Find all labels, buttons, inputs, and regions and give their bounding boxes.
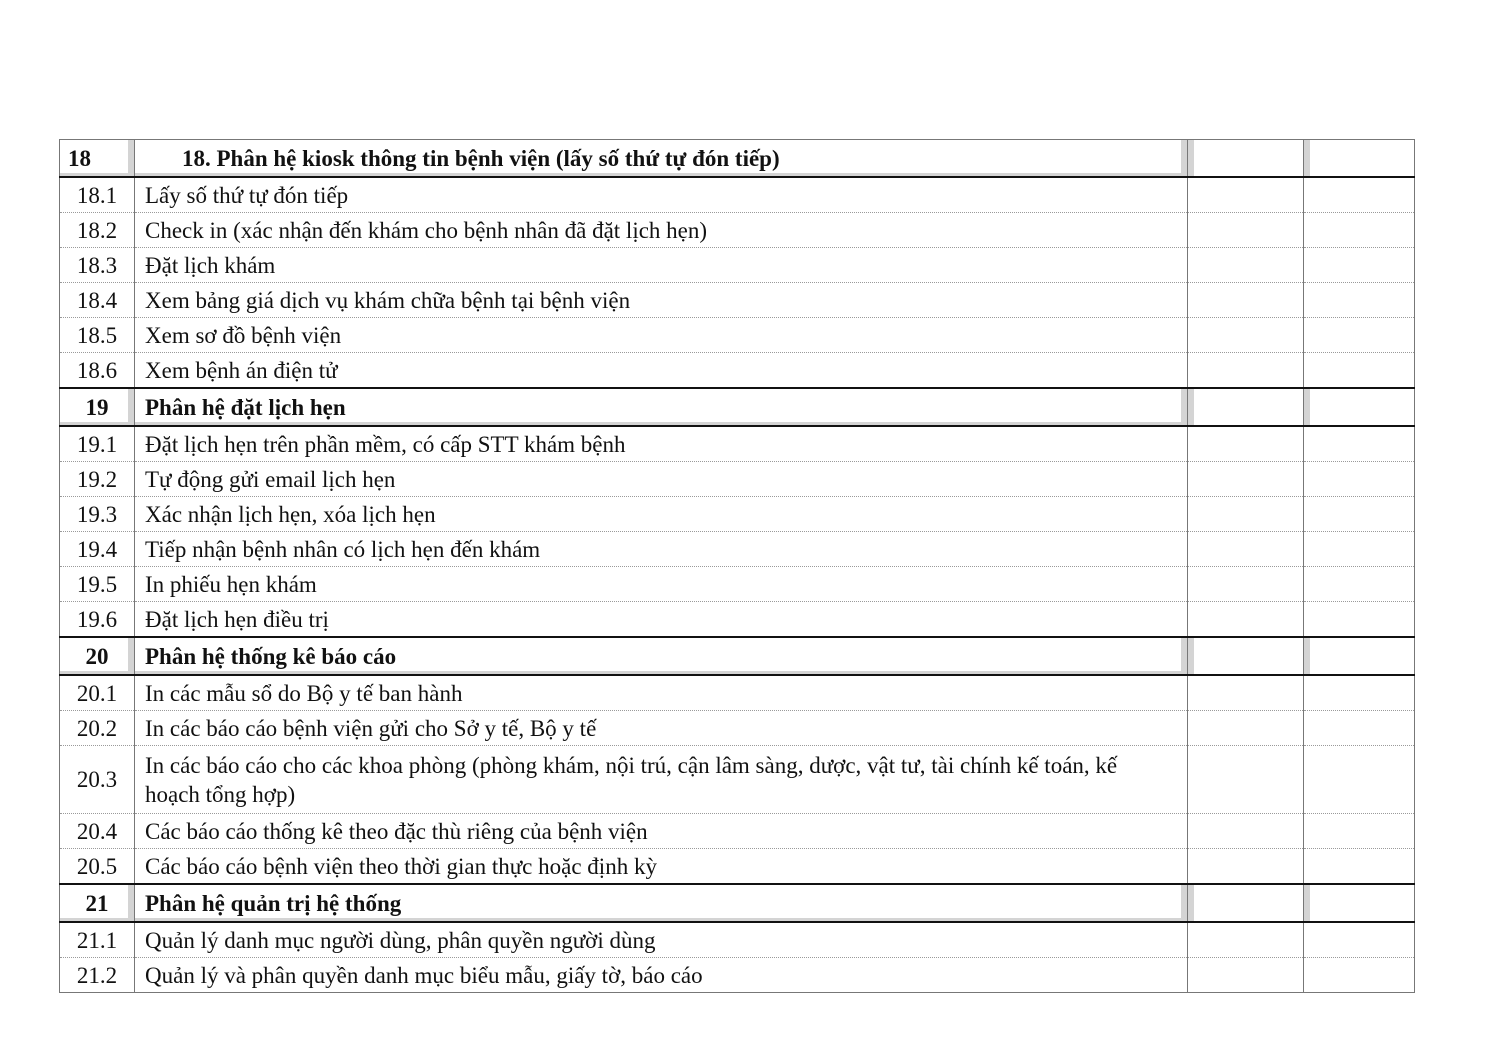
empty-cell bbox=[1304, 958, 1415, 993]
table-row bbox=[60, 675, 1415, 711]
requirements-table bbox=[59, 139, 1415, 993]
item-number: 19.4 bbox=[60, 532, 135, 567]
item-number: 18.3 bbox=[60, 248, 135, 283]
table-row bbox=[60, 353, 1415, 389]
item-text: Check in (xác nhận đến khám cho bệnh nhân đã đặt lịch hẹn) bbox=[135, 213, 1188, 248]
empty-cell bbox=[1304, 248, 1415, 283]
table-row bbox=[60, 497, 1415, 532]
empty-cell bbox=[1188, 426, 1304, 462]
empty-cell bbox=[1188, 746, 1304, 814]
empty-cell bbox=[1304, 711, 1415, 746]
empty-cell bbox=[1188, 884, 1304, 922]
table-row bbox=[60, 532, 1415, 567]
empty-cell bbox=[1188, 177, 1304, 213]
item-number: 18.5 bbox=[60, 318, 135, 353]
empty-cell bbox=[1304, 602, 1415, 638]
empty-cell bbox=[1188, 958, 1304, 993]
item-number: 18.4 bbox=[60, 283, 135, 318]
empty-cell bbox=[1304, 462, 1415, 497]
item-text: Tiếp nhận bệnh nhân có lịch hẹn đến khám bbox=[135, 532, 1188, 567]
empty-cell bbox=[1304, 353, 1415, 389]
item-text: In các mẫu sổ do Bộ y tế ban hành bbox=[135, 675, 1188, 711]
item-number: 19.1 bbox=[60, 426, 135, 462]
table-row bbox=[60, 746, 1415, 814]
item-text: In phiếu hẹn khám bbox=[135, 567, 1188, 602]
section-number: 20 bbox=[60, 637, 135, 675]
item-number: 20.1 bbox=[60, 675, 135, 711]
section-row bbox=[60, 884, 1415, 922]
empty-cell bbox=[1188, 814, 1304, 849]
empty-cell bbox=[1304, 532, 1415, 567]
item-number: 21.1 bbox=[60, 922, 135, 958]
empty-cell bbox=[1304, 388, 1415, 426]
table-row bbox=[60, 958, 1415, 993]
item-text: Xem bảng giá dịch vụ khám chữa bệnh tại bệnh viện bbox=[135, 283, 1188, 318]
empty-cell bbox=[1304, 177, 1415, 213]
item-number: 19.2 bbox=[60, 462, 135, 497]
item-text: Đặt lịch khám bbox=[135, 248, 1188, 283]
table-row bbox=[60, 283, 1415, 318]
table-row bbox=[60, 318, 1415, 353]
item-text: Quản lý và phân quyền danh mục biểu mẫu, giấy tờ, báo cáo bbox=[135, 958, 1188, 993]
section-row bbox=[60, 388, 1415, 426]
table-row bbox=[60, 849, 1415, 885]
table-row bbox=[60, 711, 1415, 746]
empty-cell bbox=[1188, 283, 1304, 318]
empty-cell bbox=[1304, 567, 1415, 602]
item-text: In các báo cáo bệnh viện gửi cho Sở y tế, Bộ y tế bbox=[135, 711, 1188, 746]
empty-cell bbox=[1304, 213, 1415, 248]
section-row bbox=[60, 140, 1415, 178]
empty-cell bbox=[1188, 532, 1304, 567]
empty-cell bbox=[1188, 213, 1304, 248]
table-row bbox=[60, 922, 1415, 958]
item-text: Đặt lịch hẹn điều trị bbox=[135, 602, 1188, 638]
table-row bbox=[60, 567, 1415, 602]
empty-cell bbox=[1188, 849, 1304, 885]
table-row bbox=[60, 426, 1415, 462]
empty-cell bbox=[1188, 711, 1304, 746]
item-number: 20.2 bbox=[60, 711, 135, 746]
item-number: 20.3 bbox=[60, 746, 135, 814]
table-row bbox=[60, 177, 1415, 213]
item-text: Các báo cáo thống kê theo đặc thù riêng của bệnh viện bbox=[135, 814, 1188, 849]
empty-cell bbox=[1304, 140, 1415, 178]
item-number: 21.2 bbox=[60, 958, 135, 993]
empty-cell bbox=[1304, 426, 1415, 462]
empty-cell bbox=[1188, 922, 1304, 958]
item-text: Đặt lịch hẹn trên phần mềm, có cấp STT khám bệnh bbox=[135, 426, 1188, 462]
item-text: Xem bệnh án điện tử bbox=[135, 353, 1188, 389]
empty-cell bbox=[1304, 497, 1415, 532]
item-text: Các báo cáo bệnh viện theo thời gian thực hoặc định kỳ bbox=[135, 849, 1188, 885]
item-number: 19.6 bbox=[60, 602, 135, 638]
empty-cell bbox=[1304, 675, 1415, 711]
table-row bbox=[60, 213, 1415, 248]
item-text: Quản lý danh mục người dùng, phân quyền người dùng bbox=[135, 922, 1188, 958]
empty-cell bbox=[1188, 353, 1304, 389]
table-row bbox=[60, 602, 1415, 638]
item-text: Lấy số thứ tự đón tiếp bbox=[135, 177, 1188, 213]
empty-cell bbox=[1304, 283, 1415, 318]
table-row bbox=[60, 248, 1415, 283]
item-number: 19.5 bbox=[60, 567, 135, 602]
empty-cell bbox=[1304, 922, 1415, 958]
empty-cell bbox=[1188, 637, 1304, 675]
section-number: 21 bbox=[60, 884, 135, 922]
empty-cell bbox=[1188, 602, 1304, 638]
section-number: 19 bbox=[60, 388, 135, 426]
item-number: 19.3 bbox=[60, 497, 135, 532]
empty-cell bbox=[1304, 884, 1415, 922]
item-number: 18.2 bbox=[60, 213, 135, 248]
empty-cell bbox=[1188, 497, 1304, 532]
empty-cell bbox=[1188, 318, 1304, 353]
empty-cell bbox=[1304, 814, 1415, 849]
item-number: 20.4 bbox=[60, 814, 135, 849]
item-text: Tự động gửi email lịch hẹn bbox=[135, 462, 1188, 497]
item-text: Xác nhận lịch hẹn, xóa lịch hẹn bbox=[135, 497, 1188, 532]
section-row bbox=[60, 637, 1415, 675]
empty-cell bbox=[1304, 318, 1415, 353]
empty-cell bbox=[1188, 462, 1304, 497]
item-text: In các báo cáo cho các khoa phòng (phòng khám, nội trú, cận lâm sàng, dược, vật tư, tài chính kế toán, kế hoạch tổng hợp) bbox=[135, 746, 1188, 814]
item-text: Xem sơ đồ bệnh viện bbox=[135, 318, 1188, 353]
empty-cell bbox=[1188, 248, 1304, 283]
item-number: 20.5 bbox=[60, 849, 135, 885]
table-row bbox=[60, 462, 1415, 497]
section-title: Phân hệ đặt lịch hẹn bbox=[135, 388, 1188, 426]
section-title: 18. Phân hệ kiosk thông tin bệnh viện (lấy số thứ tự đón tiếp) bbox=[135, 140, 1188, 178]
empty-cell bbox=[1188, 140, 1304, 178]
item-number: 18.1 bbox=[60, 177, 135, 213]
section-title: Phân hệ quản trị hệ thống bbox=[135, 884, 1188, 922]
section-number: 18 bbox=[60, 140, 135, 178]
section-title: Phân hệ thống kê báo cáo bbox=[135, 637, 1188, 675]
empty-cell bbox=[1304, 746, 1415, 814]
empty-cell bbox=[1188, 388, 1304, 426]
empty-cell bbox=[1304, 849, 1415, 885]
item-number: 18.6 bbox=[60, 353, 135, 389]
empty-cell bbox=[1188, 675, 1304, 711]
table-row bbox=[60, 814, 1415, 849]
empty-cell bbox=[1304, 637, 1415, 675]
empty-cell bbox=[1188, 567, 1304, 602]
